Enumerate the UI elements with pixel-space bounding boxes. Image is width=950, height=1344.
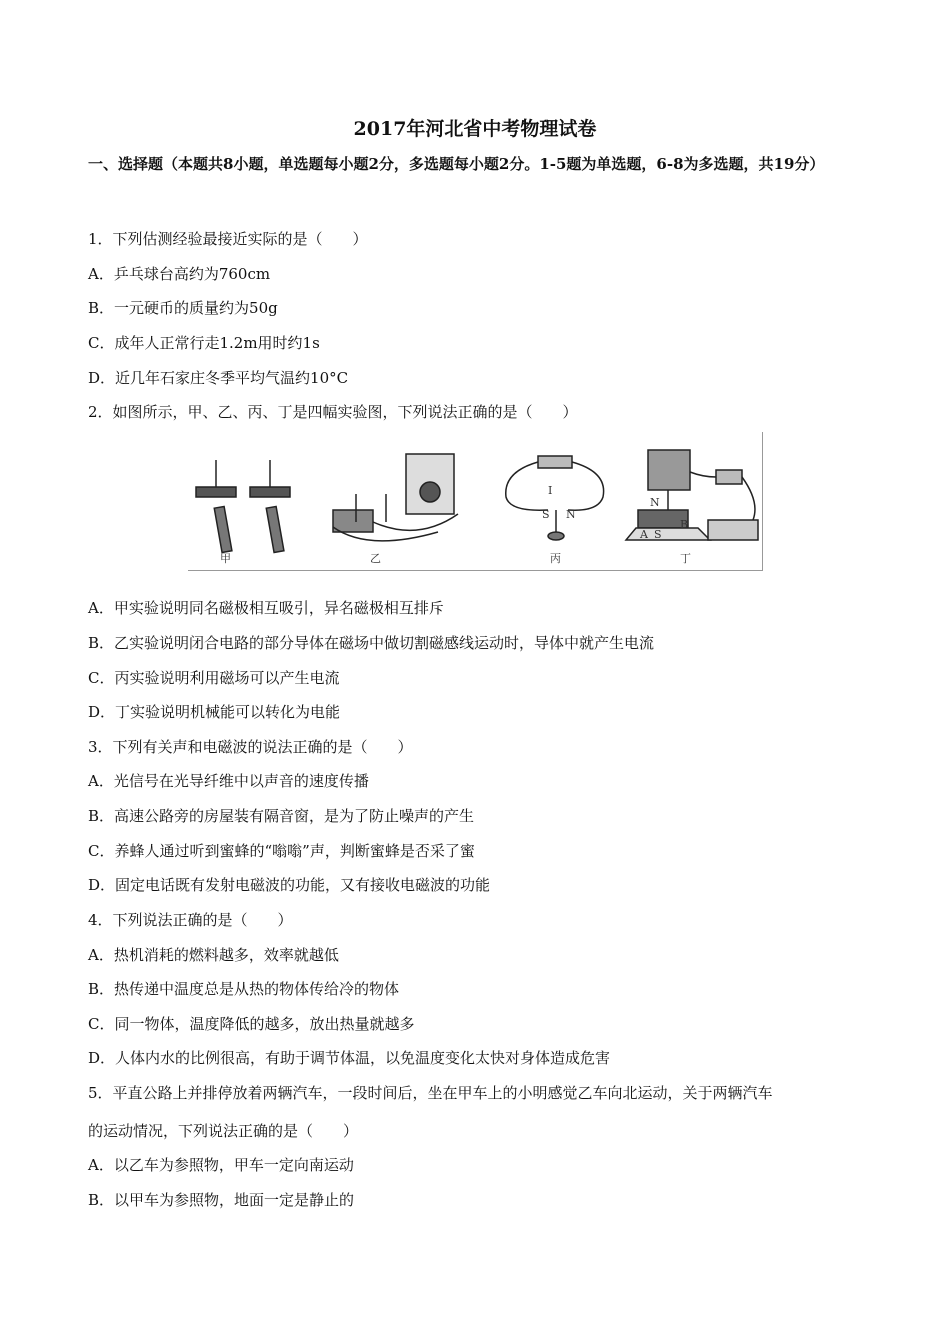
question-1-option-a: A．乒乓球台高约为760cm [88,265,271,283]
question-3-option-c: C．养蜂人通过听到蜜蜂的“嗡嗡”声，判断蜜蜂是否采了蜜 [88,842,475,860]
pole-n-label: N [650,496,660,509]
question-2-option-c: C．丙实验说明利用磁场可以产生电流 [88,669,340,687]
question-1-stem: 1．下列估测经验最接近实际的是（ ） [88,230,368,248]
oersted-experiment-bing [506,456,604,540]
label-jia: 甲 [220,552,231,565]
question-4-option-d: D．人体内水的比例很高，有助于调节体温，以免温度变化太快对身体造成危害 [88,1049,611,1067]
question-1-option-b: B．一元硬币的质量约为50g [88,299,278,317]
question-2-option-a: A．甲实验说明同名磁极相互吸引，异名磁极相互排斥 [88,599,444,617]
question-3-stem: 3．下列有关声和电磁波的说法正确的是（ ） [88,738,413,756]
label-yi: 乙 [370,552,381,565]
question-4-option-b: B．热传递中温度总是从热的物体传给冷的物体 [88,980,400,998]
label-bing: 丙 [550,552,561,565]
induction-experiment-yi [333,454,458,541]
question-1-option-d: D．近几年石家庄冬季平均气温约10°C [88,369,349,387]
question-3-option-b: B．高速公路旁的房屋装有隔音窗，是为了防止噪声的产生 [88,807,475,825]
question-3-option-a: A．光信号在光导纤维中以声音的速度传播 [88,772,369,790]
question-4-option-c: C．同一物体，温度降低的越多，放出热量就越多 [88,1015,415,1033]
pole-a-label: A [640,528,648,541]
current-label: I [548,484,553,497]
question-2-stem: 2．如图所示，甲、乙、丙、丁是四幅实验图，下列说法正确的是（ ） [88,403,578,421]
question-5-stem: 5．平直公路上并排停放着两辆汽车，一段时间后，坐在甲车上的小明感觉乙车向北运动，关于两辆汽车 [88,1084,773,1102]
question-2-option-b: B．乙实验说明闭合电路的部分导体在磁场中做切割磁感线运动时，导体中就产生电流 [88,634,655,652]
question-5-option-a: A．以乙车为参照物，甲车一定向南运动 [88,1156,354,1174]
question-5-option-b: B．以甲车为参照物，地面一定是静止的 [88,1191,355,1209]
question-5-stem-continued: 的运动情况，下列说法正确的是（ ） [88,1122,359,1140]
experiment-figure [188,432,763,571]
question-4-stem: 4．下列说法正确的是（ ） [88,911,293,929]
needle-s-label: S [542,508,550,521]
question-1-option-c: C．成年人正常行走1.2m用时约1s [88,334,320,352]
page-title: 2017年河北省中考物理试卷 [353,118,597,140]
question-2-option-d: D．丁实验说明机械能可以转化为电能 [88,703,341,721]
motor-experiment-ding [626,450,758,540]
pole-b-label: B [680,518,689,531]
magnets-experiment-jia [196,460,290,553]
experiment-diagram [188,432,762,570]
section-heading: 一、选择题（本题共8小题，单选题每小题2分，多选题每小题2分。1-5题为单选题，6-8为多选题，共19分） [88,155,825,173]
label-ding: 丁 [680,552,691,565]
needle-n-label: N [566,508,576,521]
question-3-option-d: D．固定电话既有发射电磁波的功能，又有接收电磁波的功能 [88,876,491,894]
pole-s-label: S [654,528,662,541]
question-4-option-a: A．热机消耗的燃料越多，效率就越低 [88,946,339,964]
